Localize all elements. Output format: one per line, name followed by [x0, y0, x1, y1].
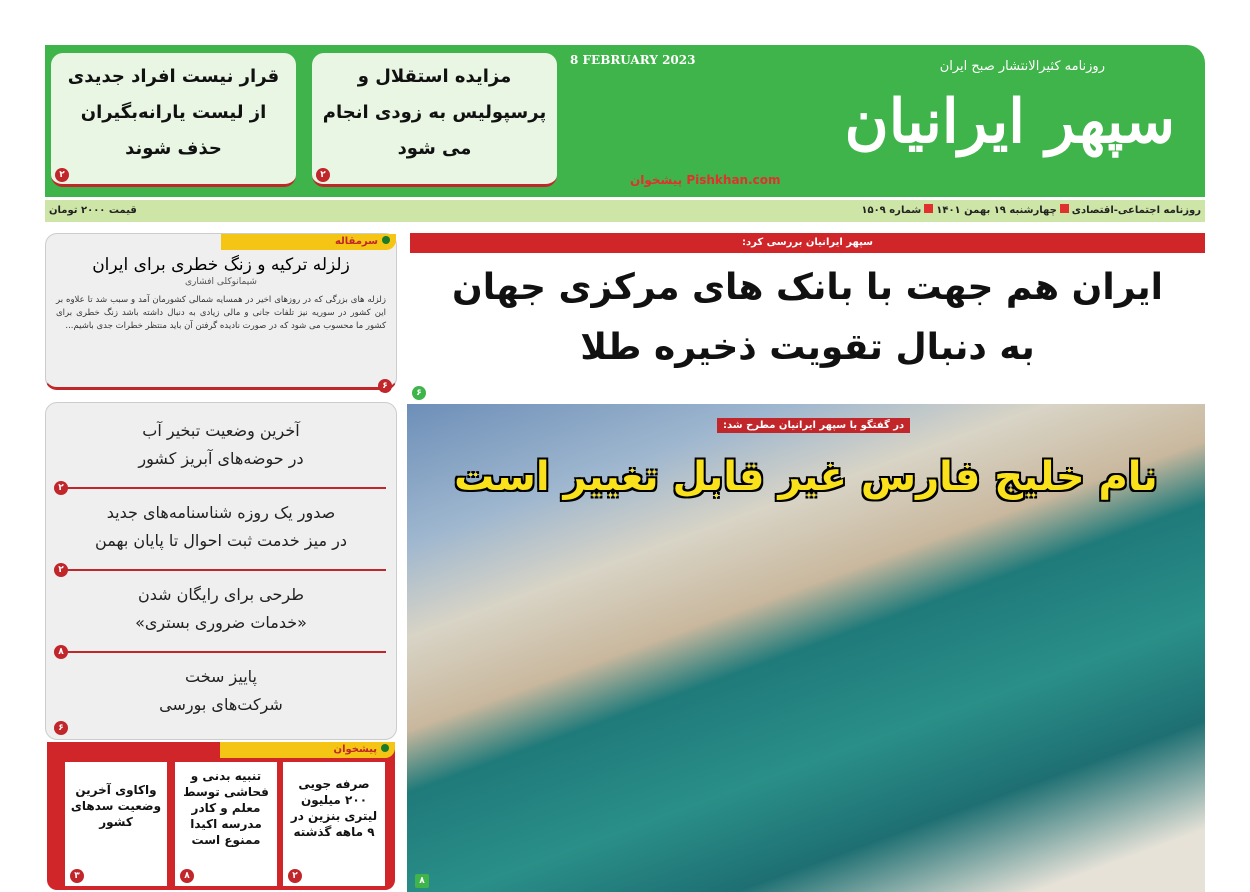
list-item[interactable]: طرحی برای رایگان شدن «خدمات ضروری بستری» ۸ [56, 571, 386, 653]
kiosk-card[interactable]: صرفه جویی ۲۰۰ میلیون لیتری بنزین در ۹ ماهه گذشته ۲ [283, 762, 385, 886]
page-number: ۶ [412, 386, 426, 400]
teaser-box[interactable] [51, 53, 296, 187]
page-number: ۲ [54, 563, 68, 577]
page-number: ۲ [54, 481, 68, 495]
paper-type: روزنامه اجتماعی-اقتصادی [1071, 205, 1201, 216]
news-list [45, 402, 397, 740]
photo-headline[interactable]: نام خلیج فارس غیر قابل تغییر است [454, 454, 1158, 500]
teaser-text: مزایده استقلال و پرسپولیس به زودی انجام می شود [322, 66, 547, 159]
teaser-text: قرار نیست افراد جدیدی از لیست یارانه‌بگیران حذف شوند [67, 66, 280, 159]
editorial-title: زلزله ترکیه و زنگ خطری برای ایران [92, 255, 350, 275]
info-bar [45, 200, 1205, 222]
newspaper-logo: سپهر ایرانیان [844, 87, 1175, 157]
price: قیمت ۲۰۰۰ تومان [49, 205, 137, 216]
page-number: ۲ [55, 168, 69, 182]
main-kicker: سپهر ایرانیان بررسی کرد: [410, 233, 1205, 253]
kiosk-tab: پیشخوان [220, 742, 395, 758]
persian-gulf-satellite-photo [407, 404, 1205, 892]
masthead [45, 45, 1205, 197]
list-item[interactable]: آخرین وضعیت تبخیر آب در حوضه‌های آبریز کشور ۲ [56, 407, 386, 489]
main-headline[interactable]: ایران هم جهت با بانک های مرکزی جهان به دنبال تقویت ذخیره طلا [452, 267, 1163, 368]
editorial-tab: سرمقاله [221, 234, 396, 250]
slogan: روزنامه کثیرالانتشار صبح ایران [939, 59, 1105, 74]
issue-number: شماره ۱۵۰۹ [861, 205, 922, 216]
page-number: ۳ [70, 869, 84, 883]
page-number: ۶ [378, 379, 392, 393]
kiosk-card[interactable]: تنبیه بدنی و فحاشی توسط معلم و کادر مدرسه اکیدا ممنوع است ۸ [175, 762, 277, 886]
page-number: ۲ [316, 168, 330, 182]
page-number: ۸ [180, 869, 194, 883]
page-number: ۶ [54, 721, 68, 735]
watermark: پیشخوان Pishkhan.com [630, 173, 781, 187]
editorial-box[interactable] [45, 233, 397, 390]
list-item[interactable]: صدور یک روزه شناسنامه‌های جدید در میز خدمت ثبت احوال تا پایان بهمن ۲ [56, 489, 386, 571]
teaser-box[interactable] [312, 53, 557, 187]
photo-kicker: در گفتگو با سپهر ایرانیان مطرح شد: [717, 418, 910, 433]
editorial-author: شیمانوکلی افشاری [185, 277, 257, 287]
page-number: ۲ [288, 869, 302, 883]
persian-date: چهارشنبه ۱۹ بهمن ۱۴۰۱ [936, 205, 1057, 216]
list-item[interactable]: پاییز سخت شرکت‌های بورسی ۶ [56, 653, 386, 735]
page-number: ۸ [54, 645, 68, 659]
kiosk-card[interactable]: واکاوی آخرین وضعیت سدهای کشور ۳ [65, 762, 167, 886]
editorial-body: زلزله های بزرگی که در روزهای اخیر در همسایه شمالی کشورمان آمد و سبب شد تا علاوه بر این کشور در سوریه نیز تلفات جانی و مالی زیادی به دنبال داشته باشد زنگ خطری برای کشور ما محسوب می شود که در صورت نادیده گرفتن آن باید منتظر خطرات جدی باشیم... [56, 295, 386, 331]
page-number: ۸ [415, 874, 429, 888]
issue-date: 8 FEBRUARY 2023 [570, 53, 696, 67]
